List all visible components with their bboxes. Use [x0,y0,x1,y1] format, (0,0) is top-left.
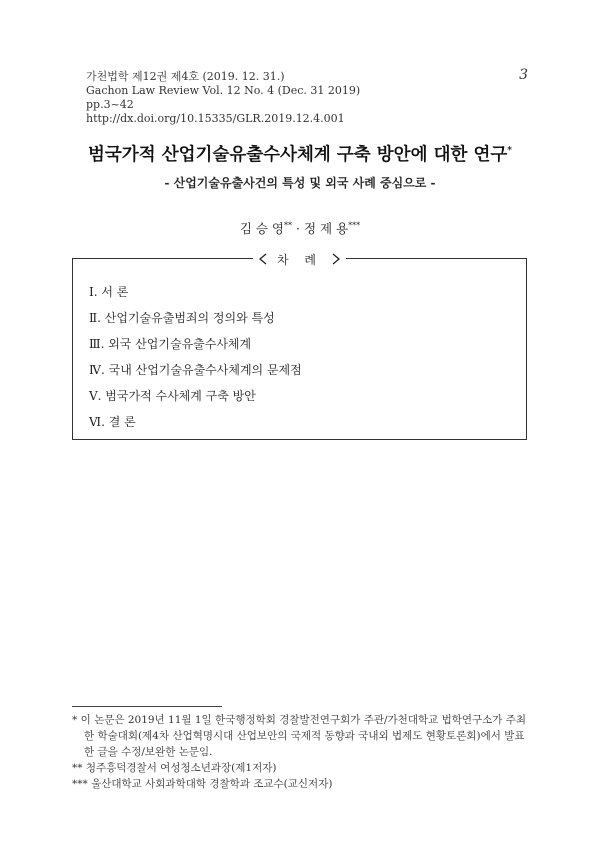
author-second: 정 제 용 [303,221,349,236]
doi-link[interactable]: http://dx.doi.org/10.15335/GLR.2019.12.4.001 [86,112,345,125]
title-footnote-marker: * [507,146,512,157]
footnote-acknowledgement: * 이 논문은 2019년 11월 1일 한국행정학회 경찰발전연구회가 주관/가천대학교 법학연구소가 주최한 학술대회(제4차 산업혁명시대 산업보안의 국제적 동향과 국내외 법제도 현황토론회)에서 발표한 글을 수정/보완한 논문임. [72,714,527,758]
journal-info-english: Gachon Law Review Vol. 12 No. 4 (Dec. 31 2019) [86,84,361,97]
footnote-first-author: ** 청주흥덕경찰서 여성청소년과장(제1저자) [72,762,277,774]
toc-heading [73,249,526,268]
paper-title-text: 범국가적 산업기술유출수사체계 구축 방안에 대한 연구 [88,145,508,165]
toc-right-chevron-icon [332,253,340,265]
journal-header [86,70,360,126]
toc-item-introduction[interactable]: Ⅰ. 서 론 [89,285,129,299]
author-second-marker: *** [348,220,361,230]
page-number: 3 [519,67,528,83]
footnote-divider [72,706,222,707]
author-separator: · [296,221,300,236]
author-first: 김 승 영 [239,221,285,236]
author-first-marker: ** [284,220,293,230]
table-of-contents [72,253,527,440]
journal-info-korean: 가천법학 제12권 제4호 (2019. 12. 31.) [86,70,285,83]
toc-item-conclusion[interactable]: Ⅵ. 결 론 [89,415,136,429]
author-line [0,219,600,237]
footnote-corresponding-author: *** 울산대학교 사회과학대학 경찰학과 조교수(교신저자) [72,778,333,790]
toc-item-national-system[interactable]: Ⅴ. 범국가적 수사체계 구축 방안 [89,389,256,403]
toc-list [89,279,302,435]
page-range: pp.3~42 [86,98,134,111]
toc-item-domestic-problems[interactable]: Ⅳ. 국내 산업기술유출수사체계의 문제점 [89,363,302,377]
toc-heading-text: 차 례 [277,253,322,267]
footnotes [72,712,532,792]
paper-subtitle: - 산업기술유출사건의 특성 및 외국 사례 중심으로 - [164,176,436,190]
toc-item-foreign-systems[interactable]: Ⅲ. 외국 산업기술유출수사체계 [89,337,252,351]
toc-item-definition[interactable]: Ⅱ. 산업기술유출범죄의 정의와 특성 [89,311,275,325]
paper-title [0,141,600,166]
toc-left-chevron-icon [259,253,267,265]
